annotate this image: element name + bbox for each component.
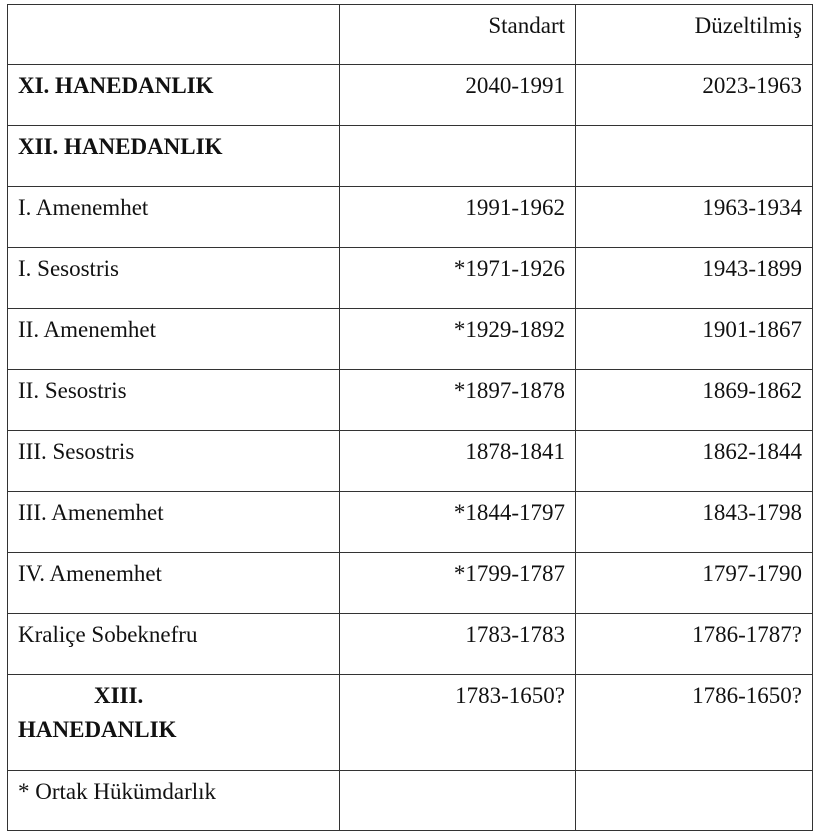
ruler-name: I. Sesostris — [8, 248, 340, 309]
standard-date: 2040-1991 — [340, 65, 576, 126]
standard-date: 1783-1650? — [340, 675, 576, 771]
standard-date: *1844-1797 — [340, 492, 576, 553]
footnote-empty-adjusted — [576, 771, 813, 831]
adjusted-date: 1786-1787? — [576, 614, 813, 675]
standard-date: *1799-1787 — [340, 553, 576, 614]
header-row — [8, 5, 813, 65]
ruler-name: III. Amenemhet — [8, 492, 340, 553]
adjusted-date: 1963-1934 — [576, 187, 813, 248]
table-row — [8, 675, 813, 771]
adjusted-date: 1943-1899 — [576, 248, 813, 309]
table-row — [8, 309, 813, 370]
standard-date — [340, 126, 576, 187]
ruler-name: II. Amenemhet — [8, 309, 340, 370]
table-row — [8, 553, 813, 614]
footnote-row — [8, 771, 813, 831]
adjusted-date — [576, 126, 813, 187]
table-row — [8, 492, 813, 553]
table-row — [8, 126, 813, 187]
standard-date: *1971-1926 — [340, 248, 576, 309]
table-row — [8, 431, 813, 492]
ruler-name: III. Sesostris — [8, 431, 340, 492]
dynasty-title — [8, 675, 340, 771]
table-row — [8, 614, 813, 675]
adjusted-date: 1869-1862 — [576, 370, 813, 431]
adjusted-date: 1786-1650? — [576, 675, 813, 771]
standard-date: 1878-1841 — [340, 431, 576, 492]
dynasty-title-line1: XIII. — [94, 683, 144, 708]
ruler-name: I. Amenemhet — [8, 187, 340, 248]
standard-date: *1897-1878 — [340, 370, 576, 431]
dynasty-title: XI. HANEDANLIK — [8, 65, 340, 126]
adjusted-date: 1797-1790 — [576, 553, 813, 614]
standard-date: 1991-1962 — [340, 187, 576, 248]
header-cell-standard: Standart — [340, 5, 576, 65]
adjusted-date: 1901-1867 — [576, 309, 813, 370]
ruler-name: Kraliçe Sobeknefru — [8, 614, 340, 675]
table-row — [8, 65, 813, 126]
dynasty-title-line2: HANEDANLIK — [18, 717, 177, 742]
ruler-name: IV. Amenemhet — [8, 553, 340, 614]
footnote-text: * Ortak Hükümdarlık — [8, 771, 340, 831]
footnote-empty-standard — [340, 771, 576, 831]
standard-date: *1929-1892 — [340, 309, 576, 370]
standard-date: 1783-1783 — [340, 614, 576, 675]
dynasty-title: XII. HANEDANLIK — [8, 126, 340, 187]
ruler-name: II. Sesostris — [8, 370, 340, 431]
adjusted-date: 2023-1963 — [576, 65, 813, 126]
table-row — [8, 248, 813, 309]
header-cell-name — [8, 5, 340, 65]
chronology-table — [7, 4, 813, 831]
header-cell-adjusted: Düzeltilmiş — [576, 5, 813, 65]
adjusted-date: 1843-1798 — [576, 492, 813, 553]
table-row — [8, 370, 813, 431]
table-row — [8, 187, 813, 248]
adjusted-date: 1862-1844 — [576, 431, 813, 492]
